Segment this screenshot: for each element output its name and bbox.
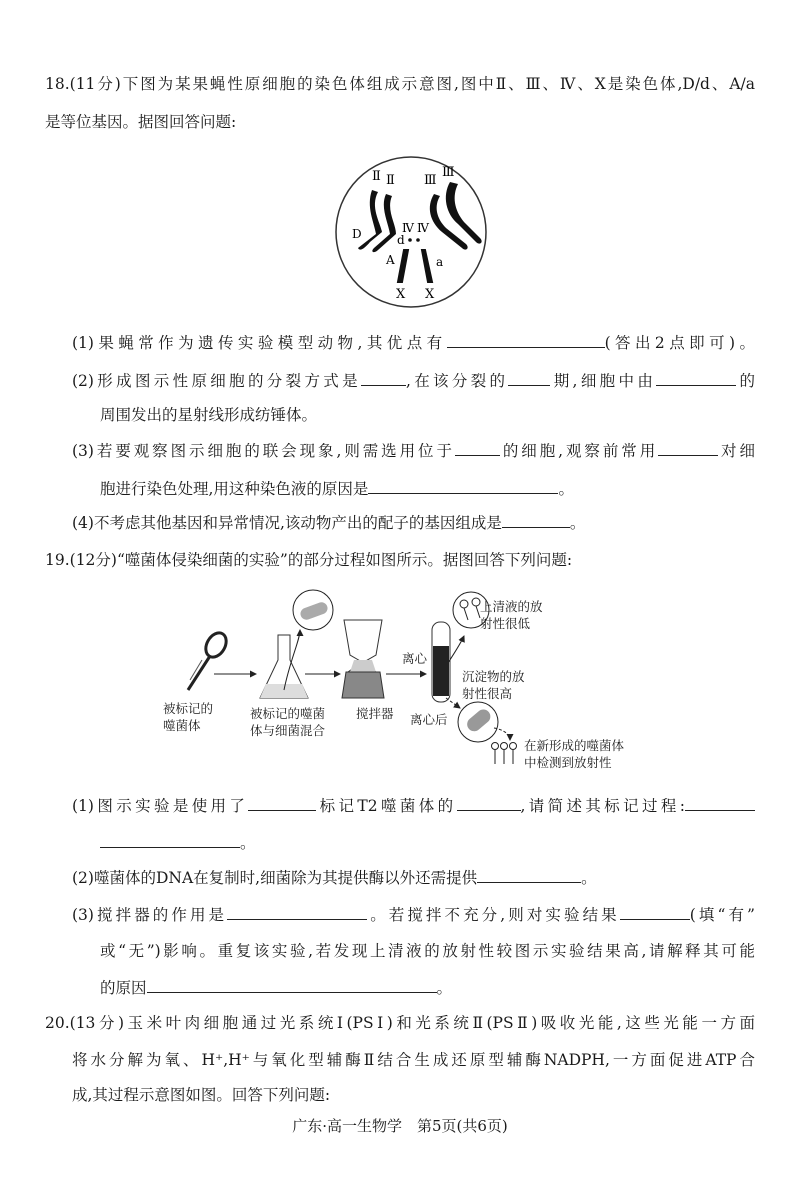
q18-part3-cont: 胞进行染色处理,用这种染色液的原因是 。 [100,480,574,498]
chromosome-X-right [422,250,432,282]
q19-part3-cont2: 的原因 。 [100,979,453,997]
label-X: X [396,287,406,302]
phage-experiment-diagram [150,580,710,780]
label-labeled-phage: 被标记的 噬菌体 [163,701,214,733]
label-blender: 搅拌器 [356,706,394,721]
answer-blank[interactable] [656,370,736,386]
q18-part4: (4)不考虑其他基因和异常情况,该动物产出的配子的基因组成是 。 [72,514,586,532]
new-phages-icon [492,743,517,765]
answer-blank[interactable] [620,904,690,920]
label-II: Ⅱ [372,169,381,184]
label-mix: 被标记的噬菌 体与细菌混合 [250,706,326,738]
label-D: D [352,227,362,241]
test-tube-icon [432,622,450,702]
q19-part3-cont: 或“无”)影响。重复该实验,若发现上清液的放射性较图示实验结果高,请解释其可能 [100,942,755,960]
q19-stem: 19.(12分)“噬菌体侵染细菌的实验”的部分过程如图所示。据图回答下列问题: [45,551,573,569]
label-A: A [386,253,395,267]
q18-stem-line2: 是等位基因。据图回答问题: [45,113,237,131]
bacterium-zoom-icon [293,590,333,630]
label-supernatant: 上清液的放 射性很低 [480,599,543,631]
answer-blank[interactable] [508,370,550,386]
label-II: Ⅱ [386,173,395,188]
q20-stem-line1: 20.(13分)玉米叶肉细胞通过光系统Ⅰ(PSⅠ)和光系统Ⅱ(PSⅡ)吸收光能,这些光能一方面 [45,1014,755,1032]
label-III: Ⅲ [424,173,437,188]
answer-blank[interactable] [248,795,316,811]
q19-part2: (2)噬菌体的DNA在复制时,细菌除为其提供酶以外还需提供 。 [72,869,597,887]
q18-stem-line1: 18.(11分)下图为某果蝇性原细胞的染色体组成示意图,图中Ⅱ、Ⅲ、Ⅳ、X是染色体,D/d、A/a [45,75,755,93]
answer-blank[interactable] [685,795,755,811]
label-a: a [436,255,444,269]
label-X: X [425,287,435,302]
chromosome-IV-right [416,238,420,242]
label-centrifuge: 离心 [402,651,428,666]
label-d: d [397,233,405,247]
sediment-bacterium-zoom-icon [458,702,498,742]
chromosome-IV-left [408,238,412,242]
q18-part3: (3)若要观察图示细胞的联会现象,则需选用位于 的细胞,观察前常用 对细 [72,442,755,460]
answer-blank[interactable] [455,440,500,456]
label-IV: Ⅳ [402,221,414,235]
label-new-phage: 在新形成的噬菌体 中检测到放射性 [524,738,625,770]
answer-blank[interactable] [502,512,570,528]
blender-icon [342,620,384,698]
answer-blank[interactable] [457,795,521,811]
answer-blank[interactable] [100,832,240,848]
q18-part1: (1)果蝇常作为遗传实验模型动物,其优点有 (答出2点即可)。 [72,334,755,352]
answer-blank[interactable] [447,332,605,348]
q20-stem-line3: 成,其过程示意图如图。回答下列问题: [72,1086,331,1104]
q20-stem-line2: 将水分解为氧、H⁺,H⁺与氧化型辅酶Ⅱ结合生成还原型辅酶NADPH,一方面促进ATP合 [72,1051,755,1069]
labeled-phage-icon [188,629,230,690]
chromosome-diagram [330,152,492,312]
q19-part1-cont: 。 [100,832,256,853]
answer-blank[interactable] [658,440,718,456]
q19-part3: (3)搅拌器的作用是 。若搅拌不充分,则对实验结果 (填“有” [72,906,755,924]
answer-blank[interactable] [477,867,581,883]
answer-blank[interactable] [227,904,367,920]
chromosome-X-left [398,250,408,282]
label-after-centrifuge: 离心后 [410,712,448,727]
answer-blank[interactable] [361,370,406,386]
q18-part2: (2)形成图示性原细胞的分裂方式是 ,在该分裂的 期,细胞中由 的 [72,372,755,390]
label-sediment: 沉淀物的放 射性很高 [462,669,525,701]
q19-part1: (1)图示实验是使用了 标记T2噬菌体的 ,请简述其标记过程: [72,795,755,816]
answer-blank[interactable] [368,478,558,494]
label-IV: Ⅳ [417,221,429,235]
q18-part2-cont: 周围发出的星射线形成纺锤体。 [100,406,318,424]
page-footer: 广东·高一生物学 第5页(共6页) [292,1117,508,1135]
answer-blank[interactable] [147,977,437,993]
label-III: Ⅲ [442,165,455,180]
